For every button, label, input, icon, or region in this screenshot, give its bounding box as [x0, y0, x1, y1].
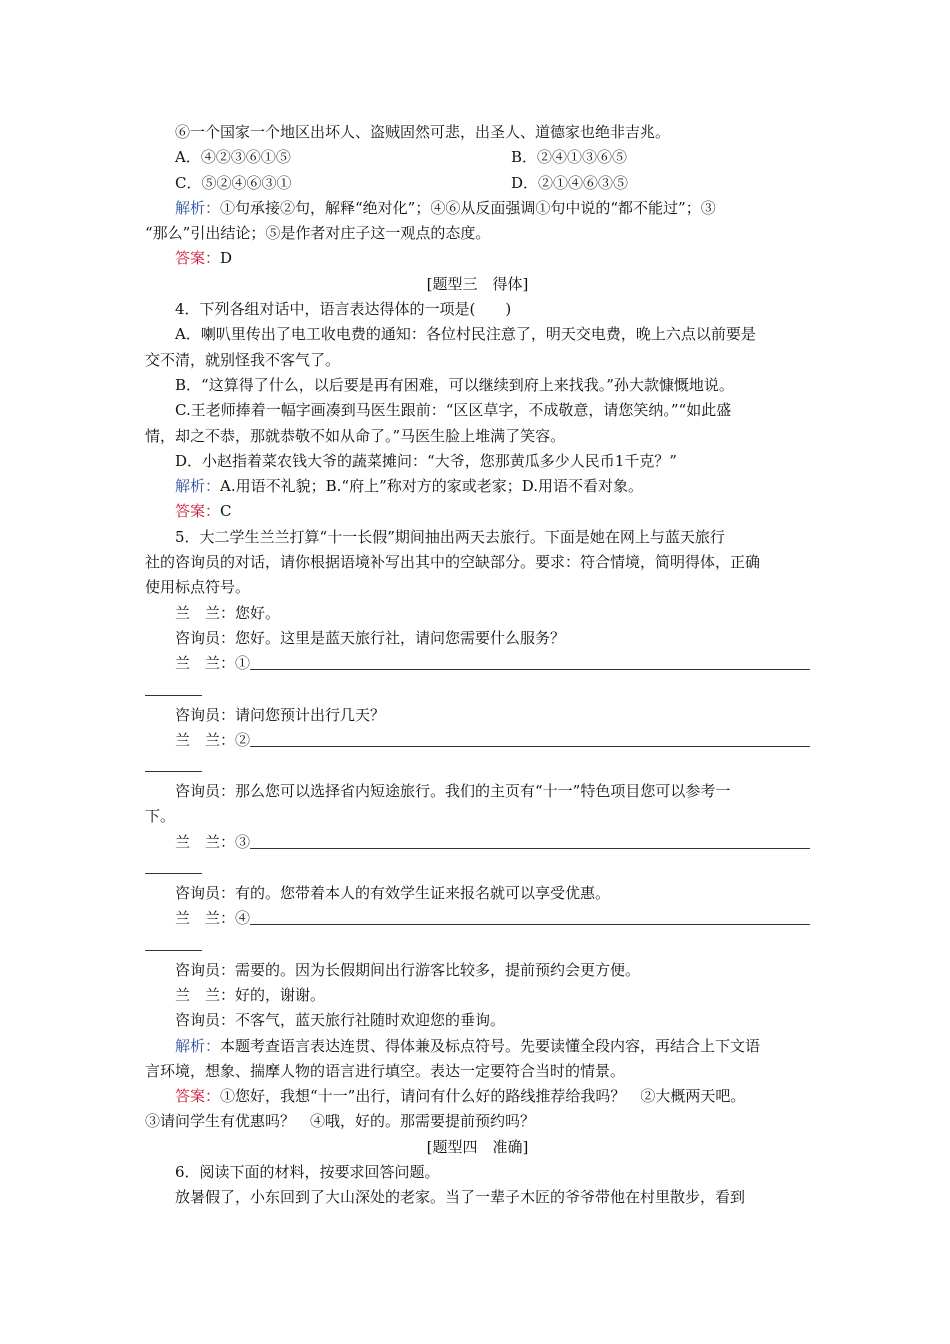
q4-option-c: C.王老师捧着一幅字画凑到马医生跟前：“区区草字，不成敬意，请您笑纳。”“如此盛	[175, 401, 732, 420]
answer-label: 答案：	[175, 502, 221, 521]
q4-stem: 4．下列各组对话中，语言表达得体的一项是( )	[175, 300, 512, 319]
q3-option-a: A．④②③⑥①⑤	[175, 148, 291, 167]
fill-blank-4	[145, 906, 810, 931]
q5-answer-cont: ③请问学生有优惠吗？ ④哦，好的。那需要提前预约吗？	[145, 1112, 536, 1131]
q3-item6: ⑥一个国家一个地区出坏人、盗贼固然可悲，出圣人、道德家也绝非吉兆。	[175, 123, 671, 141]
dialog-line: 咨询员：不客气，蓝天旅行社随时欢迎您的垂询。	[175, 1011, 506, 1030]
q3-analysis-cont: “那么”引出结论；⑤是作者对庄子这一观点的态度。	[145, 224, 491, 243]
analysis-label: 解析：	[175, 198, 221, 217]
q4-option-d: D．小赵指着菜农钱大爷的蔬菜摊问：“大爷，您那黄瓜多少人民币1千克？”	[175, 451, 677, 470]
q6-text: 放暑假了，小东回到了大山深处的老家。当了一辈子木匠的爷爷带他在村里散步，看到	[175, 1188, 746, 1207]
q6-stem: 6．阅读下面的材料，按要求回答问题。	[175, 1162, 440, 1181]
dialog-line: 咨询员：那么您可以选择省内短途旅行。我们的主页有“十一”特色项目您可以参考一	[175, 782, 731, 801]
fill-label: 兰 兰：②	[175, 730, 251, 749]
fill-blank-3	[145, 830, 810, 855]
analysis-label: 解析：	[175, 1036, 221, 1055]
q3-answer-text: D	[220, 249, 233, 268]
answer-label: 答案：	[175, 1087, 221, 1106]
section-heading-3: [题型三 得体]	[426, 274, 529, 293]
q4-option-a: A．喇叭里传出了电工收电费的通知：各位村民注意了，明天交电费，晚上六点以前要是	[175, 325, 756, 344]
q3-analysis	[145, 196, 810, 221]
fill-blank-1	[145, 651, 810, 676]
q3-option-c: C．⑤②④⑥③①	[175, 173, 292, 192]
dialog-line: 咨询员：请问您预计出行几天？	[175, 705, 386, 724]
q5-analysis-text1: 本题考查语言表达连贯、得体兼及标点符号。先要读懂全段内容，再结合上下文语	[220, 1036, 761, 1055]
fill-label: 兰 兰：④	[175, 909, 251, 928]
blank-line	[250, 830, 810, 849]
blank-line-tail	[145, 932, 202, 951]
blank-line-tail	[145, 753, 202, 772]
answer-label: 答案：	[175, 249, 221, 268]
q3-options-row2	[145, 171, 810, 196]
fill-label: 兰 兰：①	[175, 654, 251, 673]
dialog-line-cont: 下。	[145, 807, 176, 826]
blank-line-tail	[145, 855, 202, 874]
blank-line-tail	[145, 677, 202, 696]
q4-option-c-cont: 情，却之不恭，那就恭敬不如从命了。”马医生脸上堆满了笑容。	[145, 426, 566, 445]
q5-analysis	[145, 1034, 810, 1059]
q5-answer	[145, 1084, 810, 1109]
q5-stem-cont1: 社的咨询员的对话，请你根据语境补写出其中的空缺部分。要求：符合情境，简明得体，正确	[145, 553, 761, 572]
blank-line	[250, 906, 810, 925]
analysis-label: 解析：	[175, 477, 221, 496]
q4-option-a-cont: 交不清，就别怪我不客气了。	[145, 350, 341, 369]
section-heading-4: [题型四 准确]	[426, 1137, 529, 1156]
q3-analysis-text1: ①句承接②句，解释“绝对化”；④⑥从反面强调①句中说的“都不能过”；③	[220, 198, 716, 217]
q5-analysis-cont: 言环境，想象、揣摩人物的语言进行填空。表达一定要符合当时的情景。	[145, 1061, 626, 1080]
dialog-line: 咨询员：需要的。因为长假期间出行游客比较多，提前预约会更方便。	[175, 960, 641, 979]
fill-label: 兰 兰：③	[175, 832, 251, 851]
dialog-line: 咨询员：有的。您带着本人的有效学生证来报名就可以享受优惠。	[175, 884, 611, 903]
dialog-line: 兰 兰：好的，谢谢。	[175, 985, 326, 1004]
document-page	[145, 120, 810, 1211]
dialog-line: 咨询员：您好。这里是蓝天旅行社，请问您需要什么服务？	[175, 628, 566, 647]
q5-stem-cont2: 使用标点符号。	[145, 578, 251, 597]
q5-stem: 5．大二学生兰兰打算“十一长假”期间抽出两天去旅行。下面是她在网上与蓝天旅行	[175, 527, 725, 546]
q4-answer-text: C	[220, 502, 232, 521]
q3-option-d: D．②①④⑥③⑤	[511, 173, 629, 192]
q4-analysis-text: A.用语不礼貌；B.“府上”称对方的家或老家；D.用语不看对象。	[220, 477, 644, 496]
blank-line	[250, 651, 810, 670]
dialog-line: 兰 兰：您好。	[175, 603, 281, 622]
fill-blank-2	[145, 728, 810, 753]
q3-options-row1	[145, 145, 810, 170]
q3-answer	[145, 246, 810, 271]
q4-analysis	[145, 474, 810, 499]
q5-answer-text1: ①您好，我想“十一”出行，请问有什么好的路线推荐给我吗？ ②大概两天吧。	[220, 1087, 746, 1106]
q4-option-b: B．“这算得了什么，以后要是再有困难，可以继续到府上来找我。”孙大款慷慨地说。	[175, 375, 734, 394]
blank-line	[250, 728, 810, 747]
q4-answer	[145, 499, 810, 524]
q3-option-b: B．②④①③⑥⑤	[511, 148, 628, 167]
